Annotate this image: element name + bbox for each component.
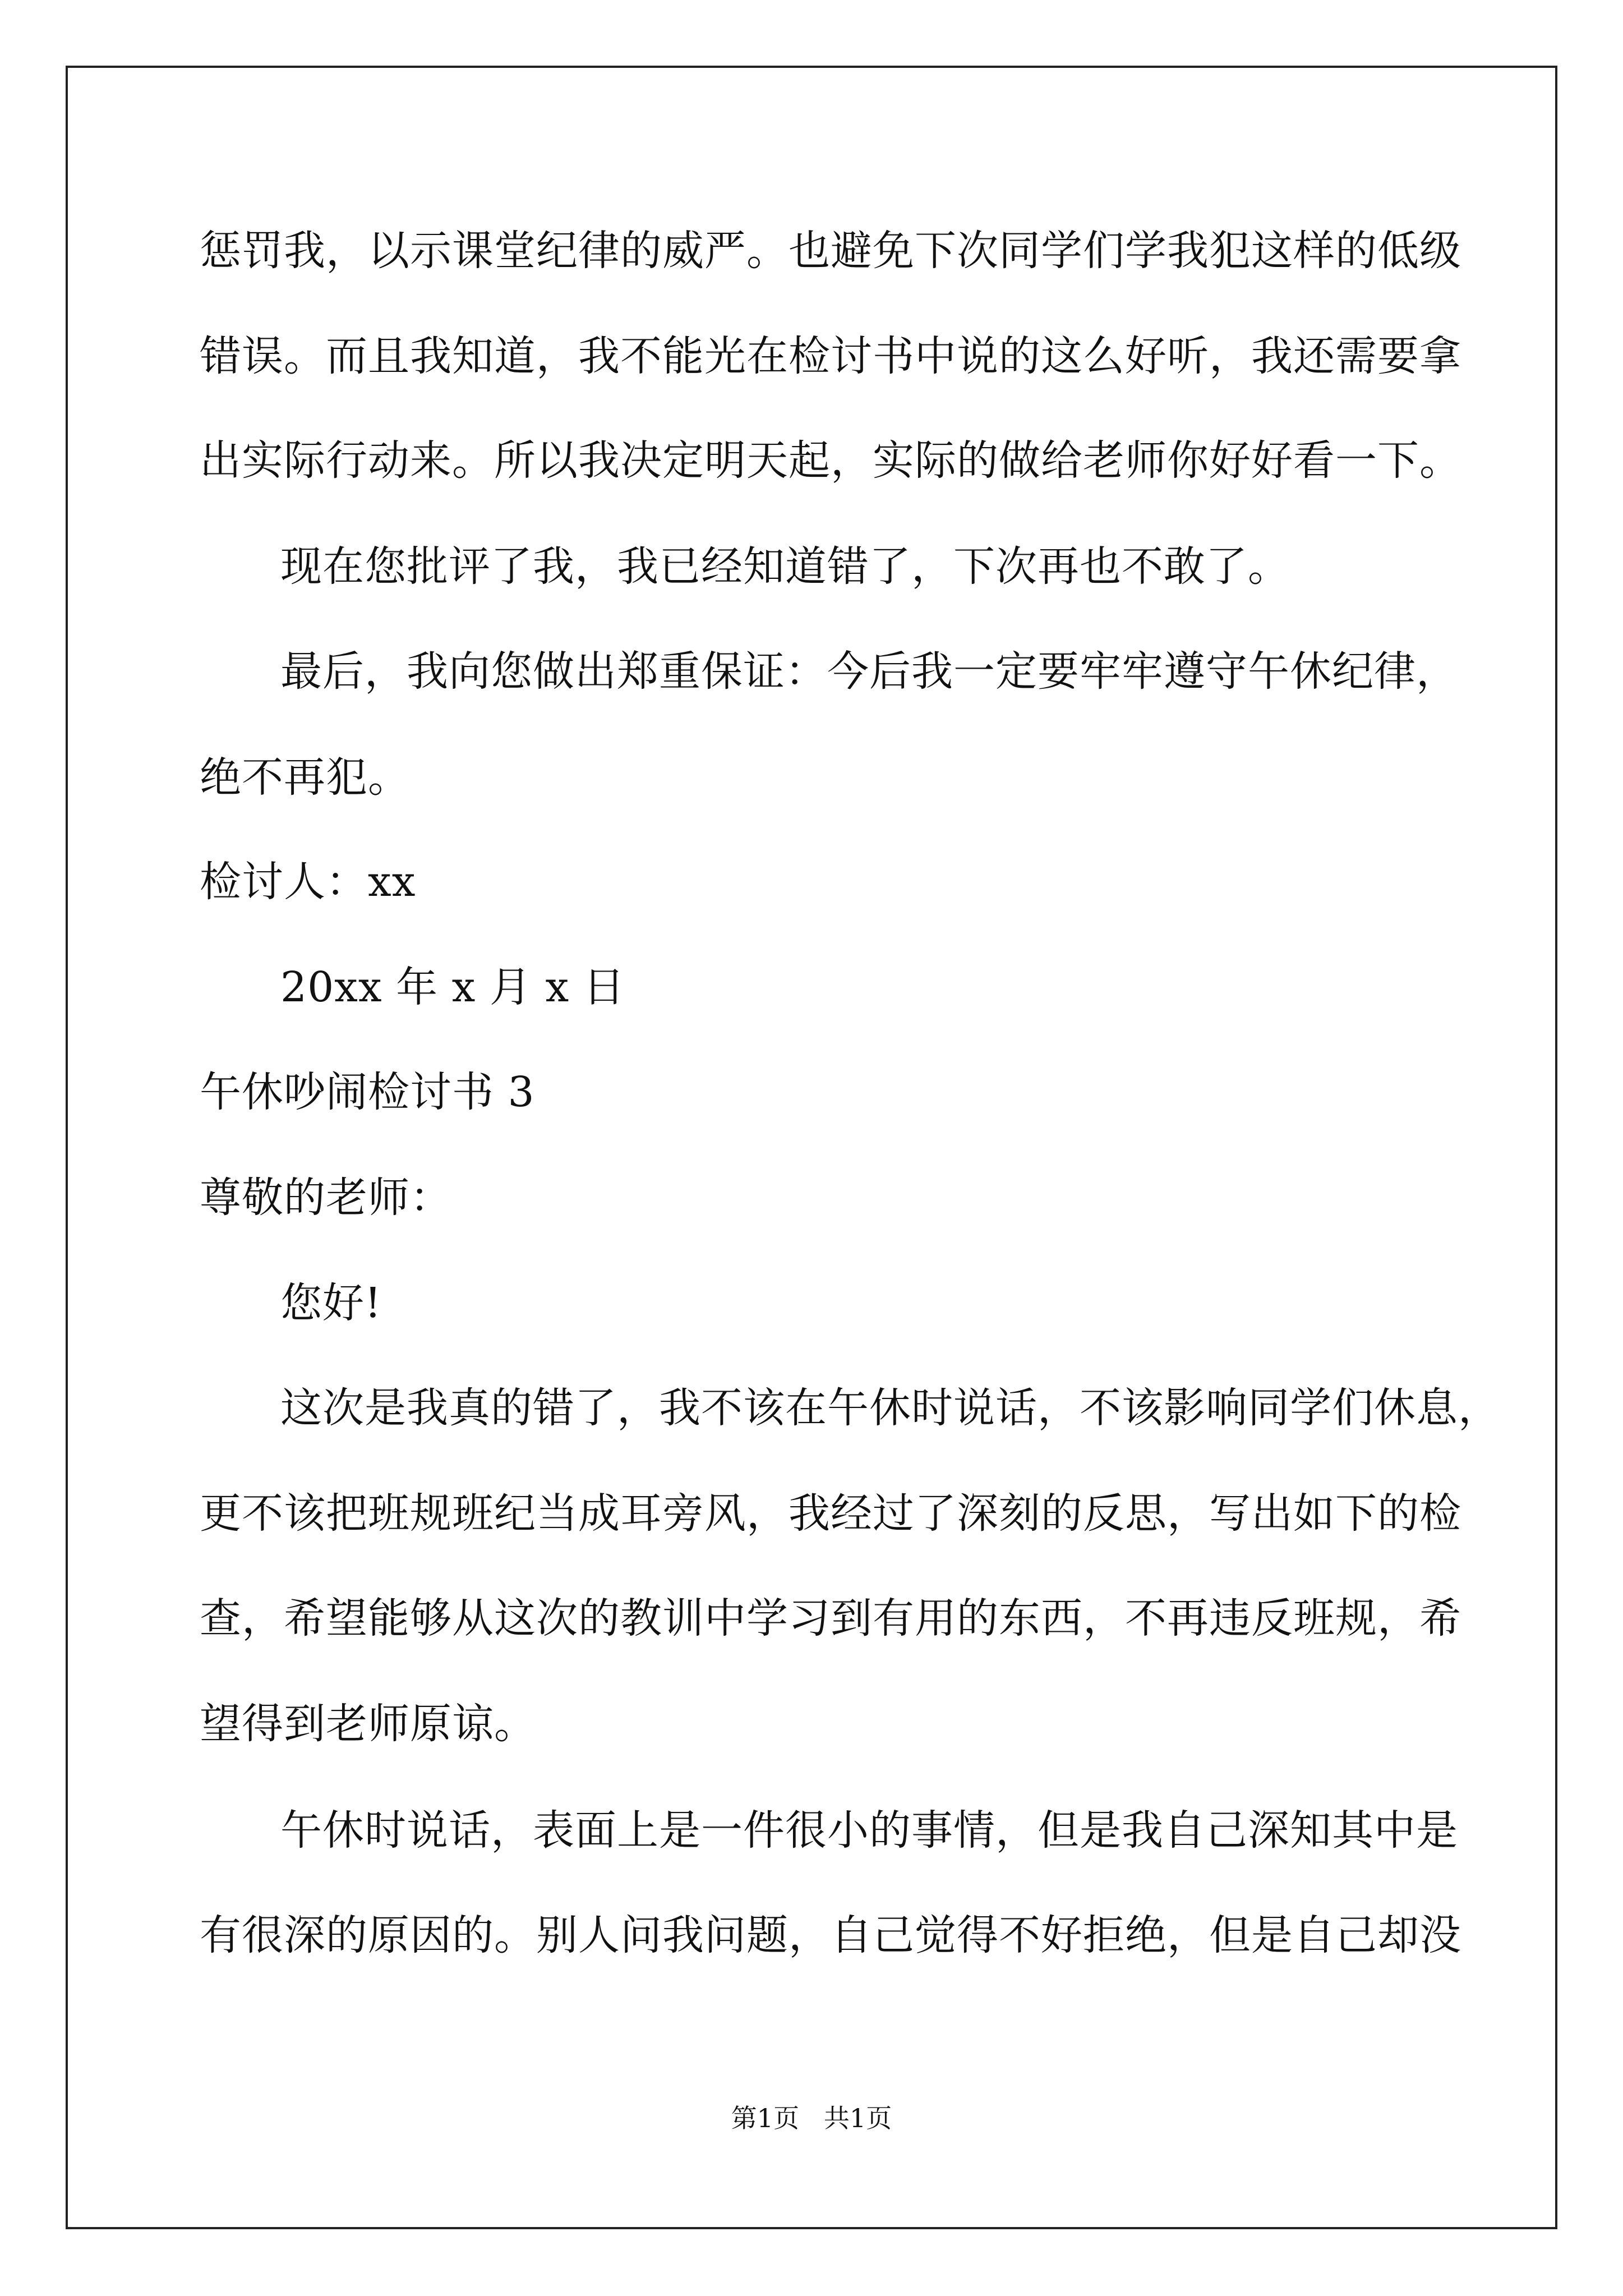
date-line: 20xx 年 x 月 x 日 [280, 963, 625, 1011]
body-line: 出实际行动来。所以我决定明天起，实际的做给老师你好好看一下。 [200, 436, 1461, 485]
salutation: 尊敬的老师： [200, 1174, 452, 1222]
body-line: 午休时说话，表面上是一件很小的事情，但是我自己深知其中是 [280, 1806, 1458, 1855]
body-line: 有很深的原因的。别人问我问题，自己觉得不好拒绝，但是自己却没 [200, 1911, 1461, 1959]
body-line: 这次是我真的错了，我不该在午休时说话，不该影响同学们休息， [280, 1384, 1500, 1432]
body-line: 错误。而且我知道，我不能光在检讨书中说的这么好听，我还需要拿 [200, 332, 1461, 380]
body-line: 惩罚我，以示课堂纪律的威严。也避免下次同学们学我犯这样的低级 [200, 227, 1461, 275]
signature-line: 检讨人：xx [200, 858, 416, 906]
body-line: 查，希望能够从这次的教训中学习到有用的东西，不再违反班规，希 [200, 1594, 1461, 1642]
body-line: 绝不再犯。 [200, 753, 410, 802]
greeting: 您好! [280, 1279, 382, 1327]
body-line: 现在您批评了我，我已经知道错了，下次再也不敢了。 [280, 542, 1290, 591]
body-line: 望得到老师原谅。 [200, 1700, 536, 1748]
section-title: 午休吵闹检讨书 3 [200, 1068, 535, 1116]
page-footer: 第1页 共1页 [731, 2103, 892, 2133]
body-line: 最后，我向您做出郑重保证：今后我一定要牢牢遵守午休纪律， [280, 647, 1458, 696]
body-line: 更不该把班规班纪当成耳旁风，我经过了深刻的反思，写出如下的检 [200, 1489, 1461, 1538]
page-border [66, 66, 1557, 2229]
